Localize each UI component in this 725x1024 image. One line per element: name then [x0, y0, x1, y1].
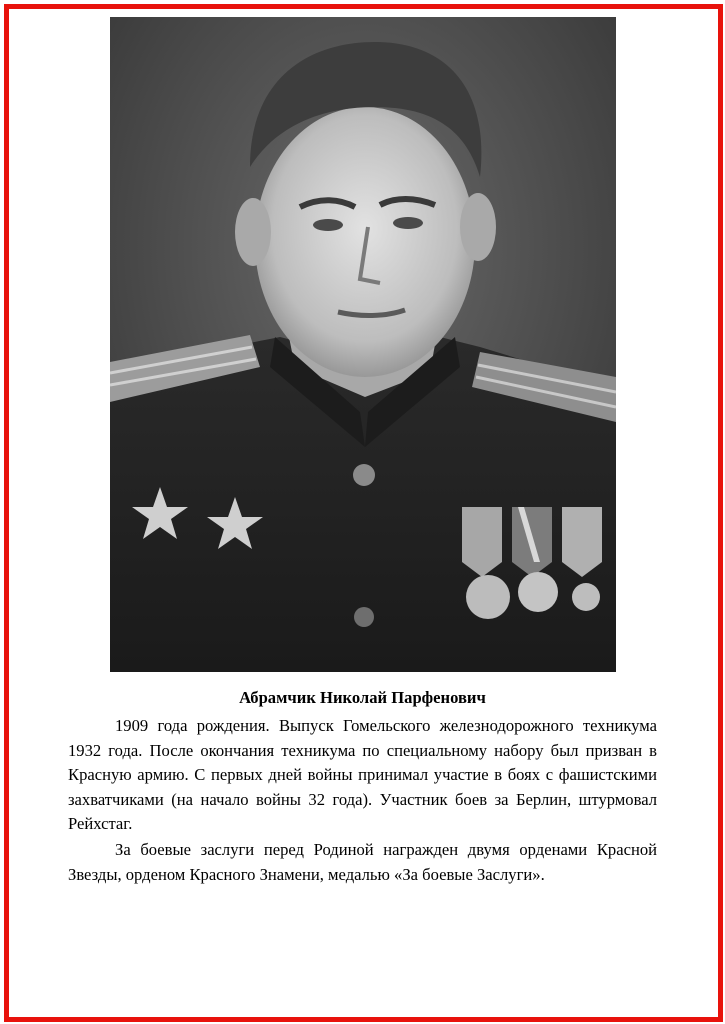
- portrait-photo: [110, 17, 616, 672]
- person-name: Абрамчик Николай Парфенович: [239, 688, 486, 707]
- biography-paragraph-2: За боевые заслуги перед Родиной награжден двумя орденами Красной Звезды, орденом Красного Знамени, медалью «За боевые Заслуги».: [68, 840, 657, 884]
- biography-paragraph-1: 1909 года рождения. Выпуск Гомельского железнодорожного техникума 1932 года. После окончания техникума по специальному набору был призван в Красную армию. С первых дней войны принимал участие в боях с фашистскими захватчиками (на начало войны 32 года). Участник боев за Берлин, штурмовал Рейхстаг.: [68, 716, 657, 834]
- biography-text: [68, 686, 657, 889]
